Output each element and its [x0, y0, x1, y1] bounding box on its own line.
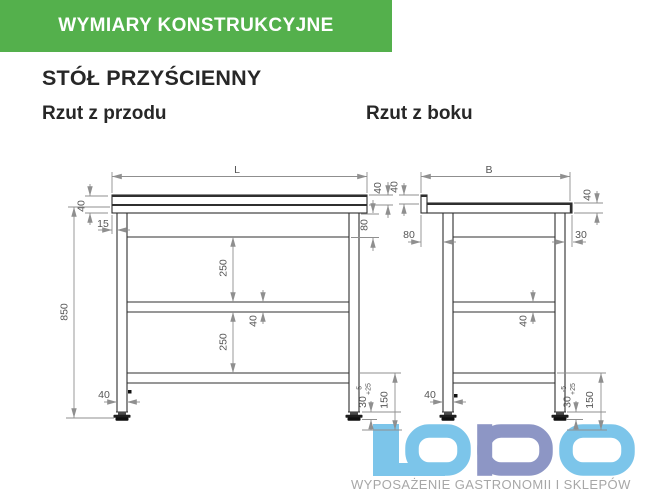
front-dim-foot-tol-lower: +25 — [365, 383, 373, 395]
front-dim-top-thickness: 40 — [75, 200, 88, 212]
front-dimensions — [59, 164, 403, 430]
side-dim-foot-clearance: 150 — [584, 391, 596, 409]
side-dim-depth: B — [485, 164, 493, 176]
front-view-label: Rzut z przodu — [42, 103, 167, 124]
side-view-label: Rzut z boku — [366, 103, 473, 124]
side-front-foot — [552, 412, 569, 421]
side-dim-leg-width: 40 — [424, 389, 436, 401]
side-dim-rear-offset: 80 — [403, 229, 415, 241]
front-dim-gap-lower: 250 — [217, 333, 230, 351]
side-dim-rail-thickness: 40 — [517, 315, 530, 327]
front-dim-apron-height: 80 — [358, 219, 371, 231]
front-weld-mark — [128, 390, 132, 394]
header-title: WYMIARY KONSTRUKCYJNE — [58, 15, 334, 36]
side-dim-foot-nominal: 30 — [561, 396, 574, 408]
front-dim-length: L — [234, 164, 240, 176]
side-dim-front-offset: 30 — [575, 229, 587, 241]
side-dim-foot-tol-upper: -5 — [561, 385, 568, 393]
front-dim-splash-height: 40 — [372, 182, 384, 194]
front-dim-gap-upper: 250 — [217, 259, 230, 277]
side-structure — [421, 195, 572, 421]
front-dim-leg-width: 40 — [98, 389, 110, 401]
side-dim-splash-height: 40 — [388, 181, 401, 193]
front-dim-leg-inset: 15 — [97, 218, 109, 230]
side-view — [389, 164, 608, 430]
front-dim-total-height: 850 — [58, 303, 71, 321]
front-structure — [112, 195, 367, 421]
page-title: STÓŁ PRZYŚCIENNY — [42, 66, 262, 90]
front-view — [59, 164, 403, 430]
side-weld-mark — [454, 394, 458, 398]
front-left-foot — [114, 412, 131, 421]
front-dim-foot-clearance: 150 — [378, 391, 391, 409]
front-dim-rail-thickness: 40 — [247, 315, 260, 327]
side-dim-foot-tol-lower: +25 — [570, 383, 577, 395]
logo-tagline: WYPOSAŻENIE GASTRONOMII I SKLEPÓW — [351, 477, 631, 492]
front-right-foot — [346, 412, 363, 421]
side-rear-foot — [440, 412, 457, 421]
front-dim-foot-tol-upper: -5 — [356, 385, 364, 393]
front-dim-foot-nominal: 30 — [357, 396, 369, 408]
side-dim-top-thickness: 40 — [581, 189, 594, 201]
